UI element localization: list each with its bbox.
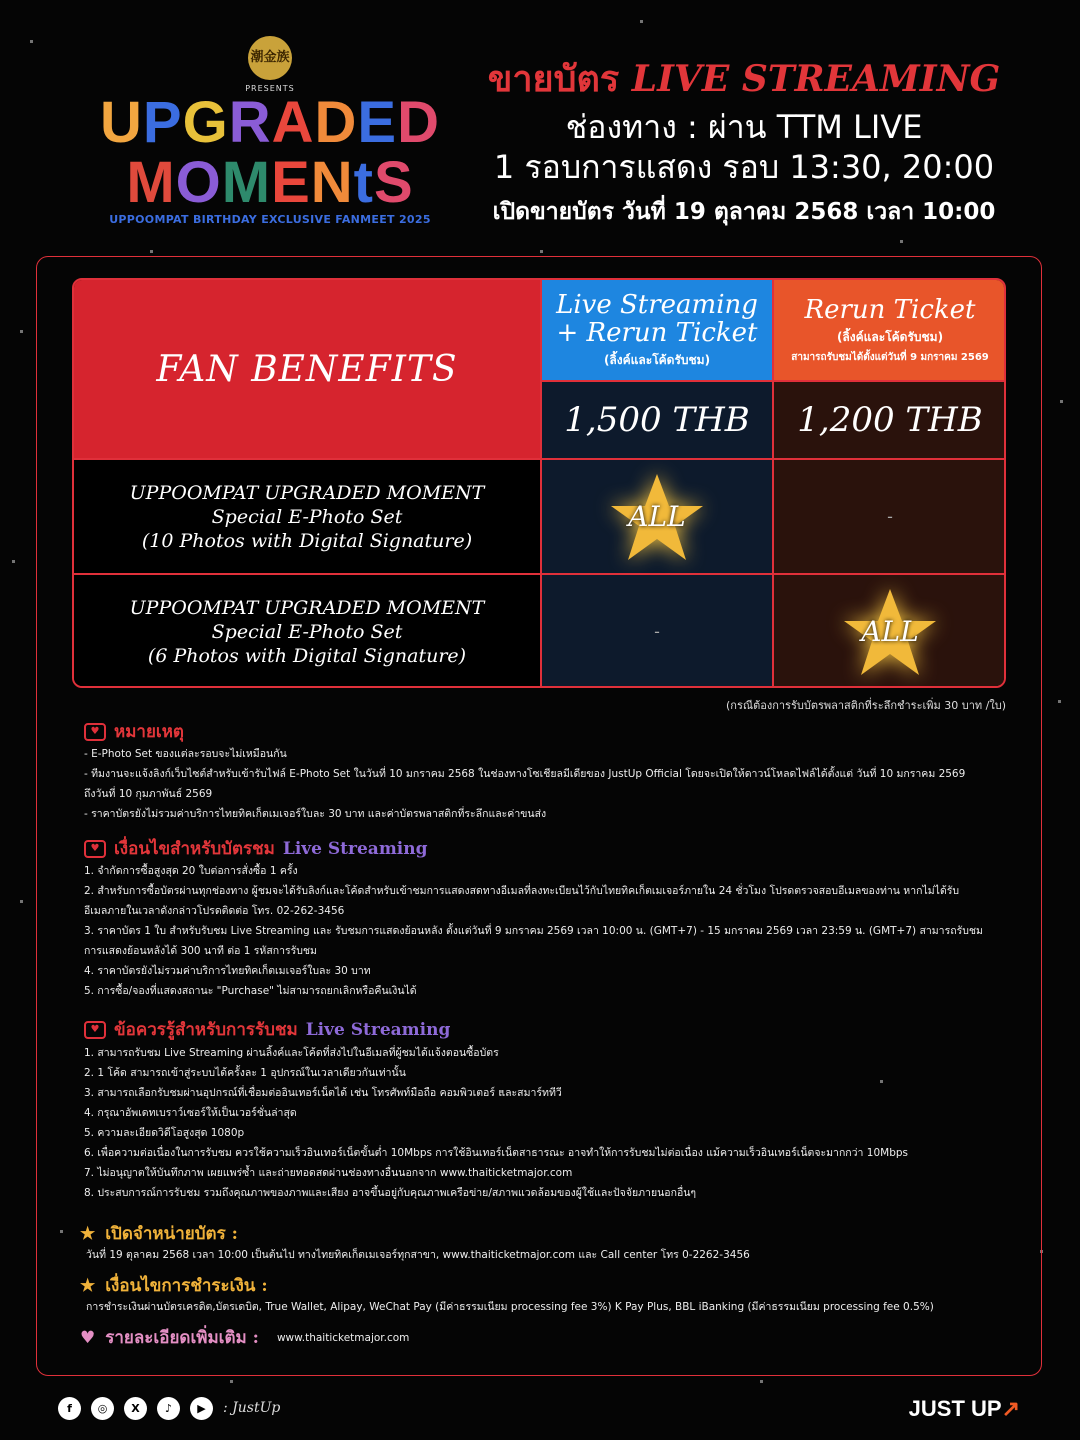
payment-text: การชำระเงินผ่านบัตรเครดิต,บัตรเดบิต, True Wallet, Alipay, WeChat Pay (มีค่าธรรมเนียม processing fee 3%) K Pay Plus, BBL iBanking (มีค่าธรรมเนียม processing fee 0.5%): [86, 1301, 934, 1313]
conditions-heading: ♥ เงื่อนไขสำหรับบัตรชม Live Streaming: [84, 835, 428, 862]
x-icon[interactable]: X: [124, 1397, 147, 1420]
benefit-cell: [542, 460, 774, 575]
price-rerun: 1,200 THB: [774, 382, 1006, 460]
onsale-heading: ★ เปิดจำหน่ายบัตร :: [80, 1223, 238, 1244]
heart-icon: ♥: [80, 1327, 96, 1348]
heart-chat-icon: ♥: [84, 1021, 106, 1039]
logo-subtitle: UPPOOMPAT BIRTHDAY EXCLUSIVE FANMEET 2025: [109, 213, 431, 226]
benefit-row-label: UPPOOMPAT UPGRADED MOMENT Special E-Photo Set (6 Photos with Digital Signature): [74, 575, 542, 688]
list-item: การแสดงย้อนหลังได้ 300 นาที ต่อ 1 รหัสการรับชม: [84, 945, 317, 957]
event-logo: [80, 36, 460, 236]
social-links: [58, 1397, 280, 1420]
rounds-text: 1 รอบการแสดง รอบ 13:30, 20:00: [493, 148, 995, 186]
more-info-heading: ♥ รายละเอียดเพิ่มเติม : www.thaiticketmajor.com: [80, 1327, 410, 1348]
list-item: 5. ความละเอียดวิดีโอสูงสุด 1080p: [84, 1127, 245, 1139]
remarks-list: [84, 744, 1008, 824]
list-item: 4. ราคาบัตรยังไม่รวมค่าบริการไทยทิคเก็ตเมเจอร์ใบละ 30 บาท: [84, 965, 371, 977]
plastic-card-note: (กรณีต้องการรับบัตรพลาสติกที่ระลึกชำระเพิ่ม 30 บาท /ใบ): [726, 699, 1006, 712]
column-header-live-rerun: Live Streaming + Rerun Ticket (ลิ้งค์และโค้ดรับชม): [542, 280, 774, 382]
heart-chat-icon: ♥: [84, 723, 106, 741]
remarks-heading: ♥ หมายเหตุ: [84, 718, 184, 745]
conditions-list: [84, 861, 1008, 1001]
benefit-cell: [774, 575, 1006, 688]
tiktok-icon[interactable]: ♪: [157, 1397, 180, 1420]
list-item: 6. เพื่อความต่อเนื่องในการรับชม ควรใช้ความเร็วอินเทอร์เน็ตขั้นต่ำ 10Mbps การใช้อินเทอร์เน็ตสาธารณะ อาจทำให้การรับชมไม่ต่อเนื่อง แม้ความเร็วอินเทอร์เน็ตจะมากกว่า 10Mbps: [84, 1147, 909, 1159]
column-header-rerun: Rerun Ticket (ลิ้งค์และโค้ดรับชม) สามารถรับชมได้ตั้งแต่วันที่ 9 มกราคม 2569: [774, 280, 1006, 382]
list-item: 7. ไม่อนุญาตให้บันทึกภาพ เผยแพร่ซ้ำ และถ่ายทอดสดผ่านช่องทางอื่นนอกจาก www.thaiticketmajor.com: [84, 1167, 573, 1179]
page-title: ขายบัตร LIVE STREAMING: [487, 58, 1001, 100]
price-live-rerun: 1,500 THB: [542, 382, 774, 460]
list-item: 1. จำกัดการซื้อสูงสุด 20 ใบต่อการสั่งซื้อ 1 ครั้ง: [84, 865, 298, 877]
social-handle: : JustUp: [223, 1400, 281, 1416]
instagram-icon[interactable]: ◎: [91, 1397, 114, 1420]
list-item: อีเมลภายในเวลาดังกล่าวโปรดติดต่อ โทร. 02-262-3456: [84, 905, 345, 917]
arrow-icon: ↗: [1001, 1396, 1020, 1421]
payment-heading: ★ เงื่อนไขการชำระเงิน :: [80, 1275, 268, 1296]
list-item: 2. 1 โค้ด สามารถเข้าสู่ระบบได้ครั้งละ 1 อุปกรณ์ในเวลาเดียวกันเท่านั้น: [84, 1067, 406, 1079]
list-item: ถึงวันที่ 10 กุมภาพันธ์ 2569: [84, 788, 213, 800]
logo-line-upgraded: UPGRADED: [100, 90, 440, 155]
list-item: 2. สำหรับการซื้อบัตรผ่านทุกช่องทาง ผู้ชมจะได้รับลิงก์และโค้ดสำหรับเข้าชมการแสดงสดทางอีเมลที่ลงทะเบียนไว้กับไทยทิคเก็ตเมเจอร์ภายใน 24 ชั่วโมง โปรดตรวจสอบอีเมลของท่าน หากไม่ได้รับ: [84, 885, 960, 897]
logo-presents: PRESENTS: [245, 84, 295, 93]
list-item: 8. ประสบการณ์การรับชม รวมถึงคุณภาพของภาพและเสียง อาจขึ้นอยู่กับคุณภาพเครือข่าย/สภาพแวดล้อมของผู้ใช้และปัจจัยภายนอกอื่นๆ: [84, 1187, 697, 1199]
list-item: 1. สามารถรับชม Live Streaming ผ่านลิ้งค์และโค้ดที่ส่งไปในอีเมลที่ผู้ชมได้แจ้งตอนซื้อบัตร: [84, 1047, 499, 1059]
list-item: 4. กรุณาอัพเดทเบราว์เซอร์ให้เป็นเวอร์ชั่นล่าสุด: [84, 1107, 297, 1119]
onsale-text: วันที่ 19 ตุลาคม 2568 เวลา 10:00 เป็นต้นไป ทางไทยทิคเก็ตเมเจอร์ทุกสาขา, www.thaiticketmajor.com และ Call center โทร 0-2262-3456: [86, 1249, 750, 1261]
benefit-row-label: UPPOOMPAT UPGRADED MOMENT Special E-Photo Set (10 Photos with Digital Signature): [74, 460, 542, 575]
list-item: - ทีมงานจะแจ้งลิงก์เว็บไซต์สำหรับเข้ารับไฟล์ E-Photo Set ในวันที่ 10 มกราคม 2568 ในช่องทางโซเชียลมีเดียของ JustUp Official โดยจะเปิดให้ดาวน์โหลดไฟล์ได้ตั้งแต่ วันที่ 10 มกราคม 2569: [84, 768, 966, 780]
more-info-link[interactable]: www.thaiticketmajor.com: [276, 1331, 410, 1344]
star-icon: ★: [80, 1223, 96, 1244]
brand-logo: JUST UP↗: [908, 1396, 1020, 1421]
logo-line-moments: MOMENtS: [126, 150, 414, 215]
list-item: - E-Photo Set ของแต่ละรอบจะไม่เหมือนกัน: [84, 748, 287, 760]
benefit-cell: -: [774, 460, 1006, 575]
channel-text: ช่องทาง : ผ่าน TTM LIVE: [565, 108, 923, 146]
star-icon: ALL: [607, 472, 707, 562]
star-icon: ALL: [840, 587, 940, 677]
sponsor-logo-mark: 潮金族: [248, 36, 292, 80]
knowhow-heading: ♥ ข้อควรรู้สำหรับการรับชม Live Streaming: [84, 1016, 450, 1043]
facebook-icon[interactable]: f: [58, 1397, 81, 1420]
list-item: - ราคาบัตรยังไม่รวมค่าบริการไทยทิคเก็ตเมเจอร์ใบละ 30 บาท และค่าบัตรพลาสติกที่ระลึกและค่าขนส่ง: [84, 808, 547, 820]
heart-chat-icon: ♥: [84, 840, 106, 858]
list-item: 3. สามารถเลือกรับชมผ่านอุปกรณ์ที่เชื่อมต่ออินเทอร์เน็ตได้ เช่น โทรศัพท์มือถือ คอมพิวเตอร์ และสมาร์ททีวี: [84, 1087, 562, 1099]
benefits-table: [72, 278, 1006, 688]
star-icon: ★: [80, 1275, 96, 1296]
fan-benefits-heading: FAN BENEFITS: [74, 280, 542, 460]
benefit-cell: -: [542, 575, 774, 688]
list-item: 5. การซื้อ/จองที่แสดงสถานะ "Purchase" ไม่สามารถยกเลิกหรือคืนเงินได้: [84, 985, 417, 997]
list-item: 3. ราคาบัตร 1 ใบ สำหรับรับชม Live Streaming และ รับชมการแสดงย้อนหลัง ตั้งแต่วันที่ 9 มกราคม 2569 เวลา 10:00 น. (GMT+7) - 15 มกราคม 2569 เวลา 23:59 น. (GMT+7) สามารถรับชม: [84, 925, 983, 937]
sale-date-text: เปิดขายบัตร วันที่ 19 ตุลาคม 2568 เวลา 10:00: [492, 199, 996, 225]
knowhow-list: [84, 1043, 1008, 1203]
youtube-icon[interactable]: ▶: [190, 1397, 213, 1420]
